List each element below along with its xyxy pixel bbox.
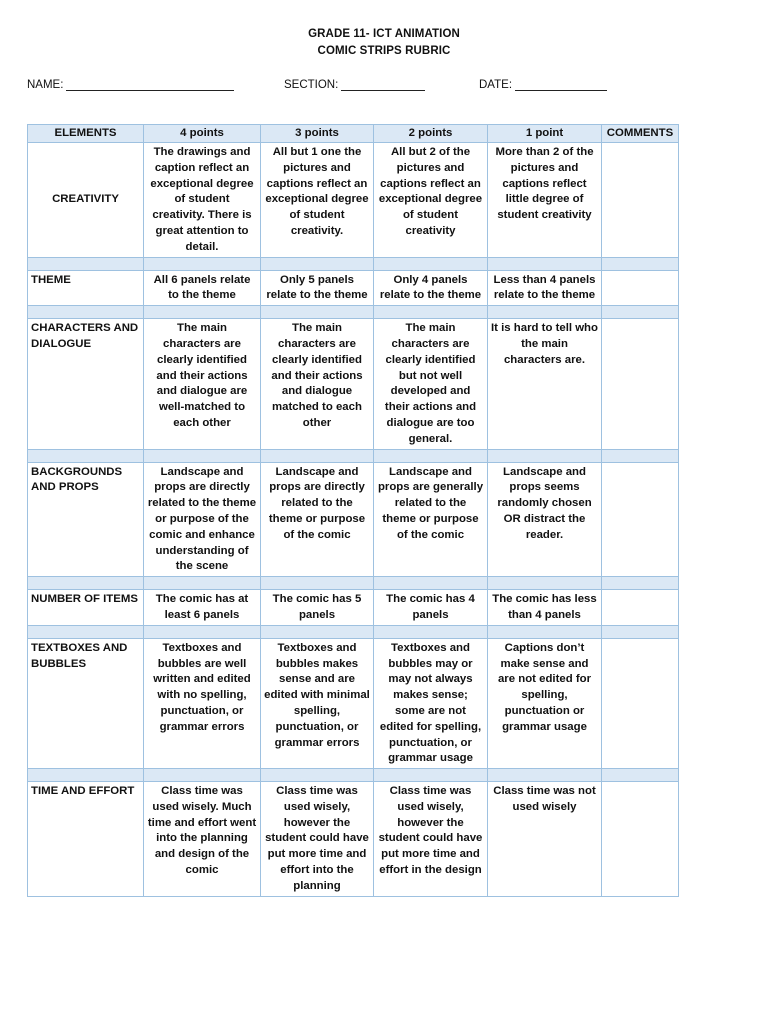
cell-3-points: The comic has 5 panels bbox=[261, 590, 374, 626]
section-label: SECTION: bbox=[284, 79, 339, 91]
section-blank-line[interactable] bbox=[341, 79, 425, 91]
cell-3-points: The main characters are clearly identified and their actions and dialogue matched to each other bbox=[261, 319, 374, 449]
section-field[interactable] bbox=[284, 79, 425, 91]
row-separator bbox=[28, 449, 679, 462]
row-element-backgrounds-and-props: BACKGROUNDS AND PROPS bbox=[28, 462, 144, 577]
cell-1-point: More than 2 of the pictures and captions reflect little degree of student creativity bbox=[488, 143, 602, 258]
cell-3-points: Only 5 panels relate to the theme bbox=[261, 270, 374, 306]
cell-1-point: It is hard to tell who the main characters are. bbox=[488, 319, 602, 449]
cell-4-points: Class time was used wisely. Much time and effort went into the planning and design of the comic bbox=[144, 782, 261, 897]
cell-1-point: Less than 4 panels relate to the theme bbox=[488, 270, 602, 306]
cell-comments[interactable] bbox=[602, 782, 679, 897]
row-element-creativity: CREATIVITY bbox=[28, 143, 144, 258]
table-row bbox=[28, 462, 679, 577]
row-separator bbox=[28, 577, 679, 590]
column-header-4-points: 4 points bbox=[144, 125, 261, 143]
row-separator bbox=[28, 306, 679, 319]
row-element-theme: THEME bbox=[28, 270, 144, 306]
document-subtitle: COMIC STRIPS RUBRIC bbox=[317, 45, 451, 57]
column-header-elements: ELEMENTS bbox=[28, 125, 144, 143]
name-blank-line[interactable] bbox=[66, 79, 234, 91]
cell-comments[interactable] bbox=[602, 143, 679, 258]
table-row bbox=[28, 270, 679, 306]
row-element-characters-and-dialogue: CHARACTERS AND DIALOGUE bbox=[28, 319, 144, 449]
cell-1-point: Captions don’t make sense and are not edited for spelling, punctuation or grammar usage bbox=[488, 638, 602, 768]
table-row bbox=[28, 782, 679, 897]
cell-comments[interactable] bbox=[602, 462, 679, 577]
cell-2-points: Landscape and props are generally related to the theme or purpose of the comic bbox=[374, 462, 488, 577]
cell-2-points: Class time was used wisely, however the student could have put more time and effort in the design bbox=[374, 782, 488, 897]
cell-4-points: The main characters are clearly identified and their actions and dialogue are well-matched to each other bbox=[144, 319, 261, 449]
table-row bbox=[28, 590, 679, 626]
column-header-comments: COMMENTS bbox=[602, 125, 679, 143]
cell-1-point: Landscape and props seems randomly chosen OR distract the reader. bbox=[488, 462, 602, 577]
row-separator bbox=[28, 625, 679, 638]
cell-3-points: Textboxes and bubbles makes sense and are edited with minimal spelling, punctuation, or grammar errors bbox=[261, 638, 374, 768]
name-label: NAME: bbox=[27, 79, 64, 91]
cell-3-points: All but 1 one the pictures and captions reflect an exceptional degree of student creativity. bbox=[261, 143, 374, 258]
date-blank-line[interactable] bbox=[515, 79, 607, 91]
cell-4-points: All 6 panels relate to the theme bbox=[144, 270, 261, 306]
table-row bbox=[28, 638, 679, 768]
row-element-textboxes-and-bubbles: TEXTBOXES AND BUBBLES bbox=[28, 638, 144, 768]
table-row bbox=[28, 319, 679, 449]
cell-4-points: The drawings and caption reflect an exceptional degree of student creativity. There is great attention to detail. bbox=[144, 143, 261, 258]
table-header-row bbox=[28, 125, 679, 143]
cell-1-point: The comic has less than 4 panels bbox=[488, 590, 602, 626]
cell-4-points: Landscape and props are directly related to the theme or purpose of the comic and enhance understanding of the scene bbox=[144, 462, 261, 577]
cell-comments[interactable] bbox=[602, 590, 679, 626]
name-field[interactable] bbox=[27, 79, 234, 91]
row-separator bbox=[28, 257, 679, 270]
cell-comments[interactable] bbox=[602, 319, 679, 449]
cell-4-points: Textboxes and bubbles are well written and edited with no spelling, punctuation, or grammar errors bbox=[144, 638, 261, 768]
cell-1-point: Class time was not used wisely bbox=[488, 782, 602, 897]
date-label: DATE: bbox=[479, 79, 513, 91]
cell-comments[interactable] bbox=[602, 638, 679, 768]
cell-2-points: The comic has 4 panels bbox=[374, 590, 488, 626]
cell-2-points: Only 4 panels relate to the theme bbox=[374, 270, 488, 306]
row-separator bbox=[28, 769, 679, 782]
cell-2-points: Textboxes and bubbles may or may not always makes sense; some are not edited for spelling, punctuation, or grammar usage bbox=[374, 638, 488, 768]
cell-4-points: The comic has at least 6 panels bbox=[144, 590, 261, 626]
column-header-2-points: 2 points bbox=[374, 125, 488, 143]
column-header-3-points: 3 points bbox=[261, 125, 374, 143]
document-title: GRADE 11- ICT ANIMATION bbox=[308, 28, 460, 40]
cell-comments[interactable] bbox=[602, 270, 679, 306]
row-element-time-and-effort: TIME AND EFFORT bbox=[28, 782, 144, 897]
column-header-1-point: 1 point bbox=[488, 125, 602, 143]
row-element-number-of-items: NUMBER OF ITEMS bbox=[28, 590, 144, 626]
date-field[interactable] bbox=[479, 79, 607, 91]
table-row bbox=[28, 143, 679, 258]
rubric-table bbox=[27, 124, 679, 897]
cell-3-points: Landscape and props are directly related to the theme or purpose of the comic bbox=[261, 462, 374, 577]
cell-2-points: All but 2 of the pictures and captions reflect an exceptional degree of student creativity bbox=[374, 143, 488, 258]
cell-2-points: The main characters are clearly identified but not well developed and their actions and dialogue are too general. bbox=[374, 319, 488, 449]
cell-3-points: Class time was used wisely, however the student could have put more time and effort into the planning bbox=[261, 782, 374, 897]
